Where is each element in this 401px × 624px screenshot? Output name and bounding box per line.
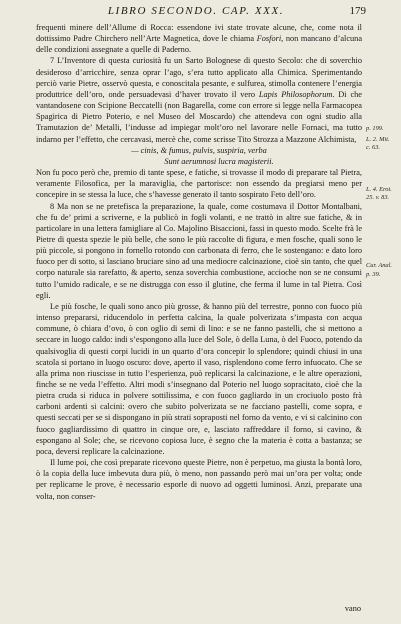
italic-term: Fosfori — [256, 34, 282, 44]
paragraph: 8 Ma non se ne pretefisca la preparazione, la quale, come costumava il Dottor Montalbani, che fu de’ primi a scriverne, e la publicò in fogli volanti, e ne trattò in altre sue fatiche, & in particolare in una lettera famigliare al Co. Majolino Bisaccioni, fassi in questo modo. Scelte frà le Pietre di questa spezie le più belle, che sono le più raccolte di figura, e men fosche, quali sono le più piccole, si pongono in fornello rotondo con carbonata di ferro, che le sostengano: e dato loro fuoco per di sotto, si lasciano bruciare sino ad una mediocre calcinazione, cioè sin tanto, che quel corpo naturale sia rarefatto, & aperto, senza soverchia combustione, accioche non se ne consumi tutto l’umido radicale, e se ne distrugga con esso il glutine, che ferma il lume in tal Pietra. Così egli. — [36, 201, 362, 300]
paragraph: 7 L’Inventore di questa curiosità fu un Sarto Bolognese di questo Secolo: che di soverchio desideroso d’arricchire, senza oprar l’ago, s’era tutto applicato alla Chimica. Sperimentando perciò varie Pietre, osservò questa, e conoscitala pesante, e sulfurea, stimolla contenere l’energia produttrice dell’oro, onde persuadevasi d’haver trovato il vero Lapis Philosophorum. Di che vantandosene con Scipione Beccatelli (non Bagarella, come con errore si legge nella Farmacopea Spagirica di Pietro Poterio, e nel Museo del Moscardo) che attendeva con ogni studio alla Tramutazion de’ Metalli, l’indusse ad impiegar molt’oro nel lavorare nelle Fornaci, ma tutto indarno per l’effetto, che cercavasi, mercè che, come scrisse Tito Strozza a Mazzone Alchimista, — [36, 56, 362, 144]
margin-note: p. 199. — [366, 125, 384, 132]
paragraph: Il lume poi, che così preparate ricevono queste Pietre, non è perpetuo, ma giusta la bontà loro, ò la copia della luce imbevuta dura più, ò meno, non passando però mai un’ora per volta; onde per replicarne le prove, è necessario esporle di nuovo ad oggetti luminosi. Anzi, preparate una volta, non conser- — [36, 458, 362, 501]
margin-note: 25. v. 83. — [366, 194, 390, 201]
paragraph: Non fu poco però che, premio di tante spese, e fatiche, si trovasse il modo di preparare tal Pietra, veramente Filosofica, per la maraviglia, che partorisce: non essendo da pregiarsi meno per concepire in se stessa la luce, che s’havesse generato il tanto sospirato Feto dell’oro. — [36, 168, 362, 200]
verse-line: Sunt aerumnosi lucra magisterii. — [164, 156, 274, 166]
italic-term: Lapis Philosophorum — [258, 89, 333, 99]
verse-line: — cinis, & fumus, pulvis, suspiria, verba — [131, 145, 267, 155]
running-header — [36, 5, 366, 19]
page-number: 179 — [349, 5, 366, 17]
margin-note: Cur. Anal. — [366, 262, 392, 269]
paragraph: Le più fosche, le quali sono anco più grosse, & hanno più del terrestre, ponno con fuoco più intenso prepararsi, riducendolo in perfetta calcina, la quale polverizata s’impasta con acqua commune, ò chiara d’ovo, ò con oglio di semi di lino: e se ne fanno pastelli, che si mettono a seccare in luogo caldo: indi s’espongono alla luce del Sole, ò della Luna, ò del Fuoco, potendo da qualsivoglia di questi corpi lucidi in un quarto d’ora concepir lo splendore; quindi chiusi in una scatola si portano in luogo oscuro: dove, aperto il vaso, risplendono come ferro infuocato. Che se alla prima non riuscisse in tutto l’esperienza, può replicarsi la calcinazione, e le altre operazioni, finche se ne veda l’effetto. Altri modi s’insegnano dal Poterio nel luogo sopracitato, cioè che la pietra cruda si riduca in polvere sottilissima, e con fuoco gagliardo in un crociuolo posto frà carboni ardenti si calcini: overo che subito polverizata se ne facciano pastelli, come sopra, e questi seccati per se si dispongano in più strati sopraposti nel forno da vento, e vi si calcinino con fuoco gagliardissimo di quattro in cinque ore, e, lasciato raffreddare il forno, si cavino, & espongano al Sole; che, se ricevono copiosa luce, è segno che la materia è cotta a bastanza; se poca, deversi replicare la calcinazione. — [36, 301, 362, 456]
catchword: vano — [344, 604, 361, 613]
margin-note: c. 63. — [366, 144, 381, 151]
paragraph: frequenti minere dell’Allume di Rocca: essendone ivi state trovate alcune, che, come nota il dottissimo Padre Chirchero nell’Arte Magnetica, dove le chiama Fosfori, non mancano d’alcuna delle condizioni assegnate a quelle di Paderno. — [36, 23, 363, 55]
margin-note: L. 2. Mit. — [366, 136, 390, 143]
margin-note: p. 39. — [366, 271, 381, 278]
running-title: LIBRO SECONDO. CAP. XXX. — [107, 5, 285, 17]
page-body — [36, 22, 362, 502]
margin-note: L. 4. Erot. — [366, 186, 392, 193]
